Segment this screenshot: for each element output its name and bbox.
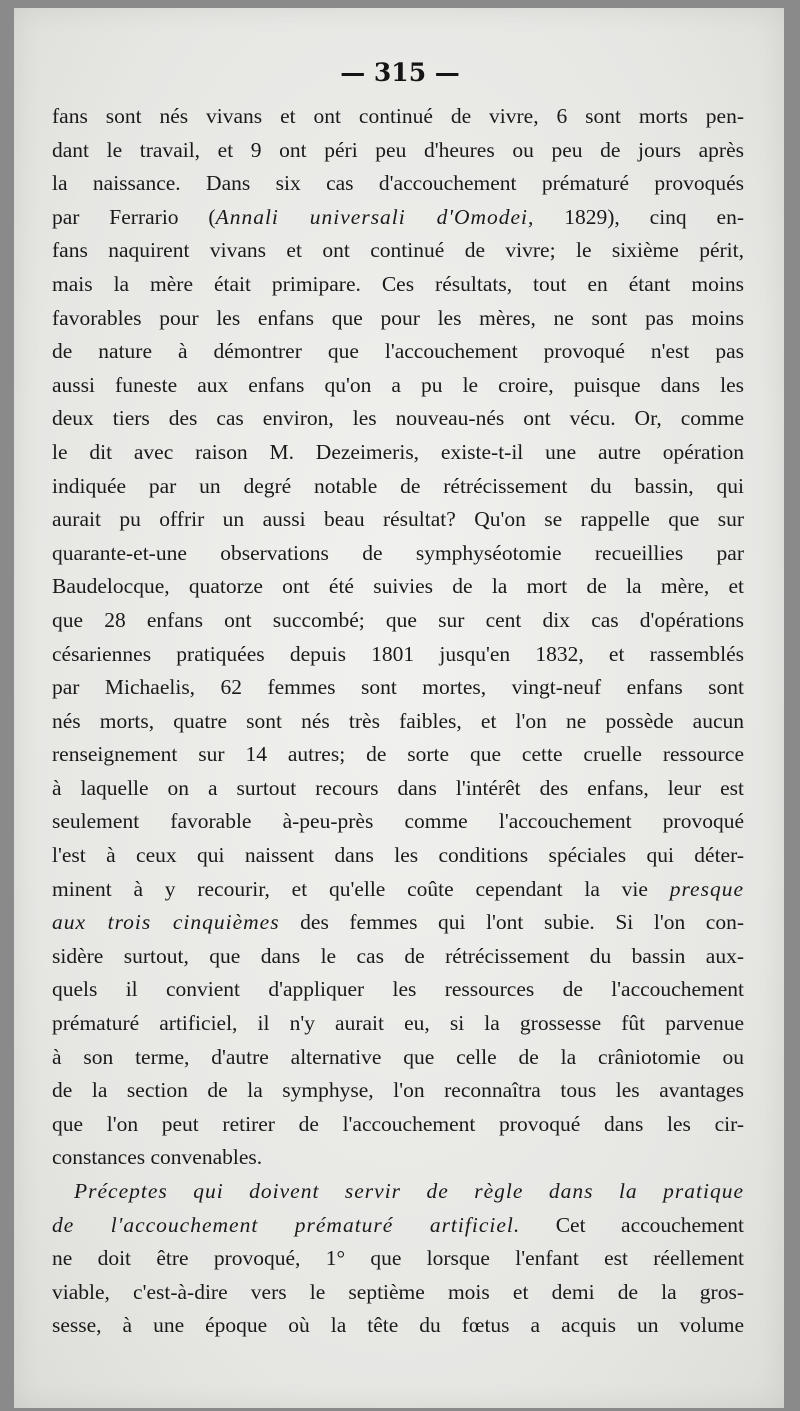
text-line (52, 302, 744, 336)
text-line (52, 705, 744, 739)
text-line (52, 234, 744, 268)
text-run: que 28 enfans ont succombé; que sur cent dix cas d'opérations (52, 607, 744, 632)
text-line (52, 1175, 744, 1209)
text-line (52, 369, 744, 403)
text-run: à son terme, d'autre alternative que celle de la crâniotomie ou (52, 1044, 744, 1069)
text-line (52, 167, 744, 201)
text-run: nés morts, quatre sont nés très faibles, et l'on ne possède aucun (52, 708, 744, 733)
italic-text: aux trois cinquièmes (52, 910, 280, 935)
text-run: indiquée par un degré notable de rétrécissement du bassin, qui (52, 473, 744, 498)
text-line (52, 839, 744, 873)
text-line (52, 873, 744, 907)
italic-text: presque (669, 876, 744, 901)
text-run: aussi funeste aux enfans qu'on a pu le croire, puisque dans les (52, 372, 744, 397)
text-line (52, 100, 744, 134)
text-line (52, 1276, 744, 1310)
text-line (52, 1242, 744, 1276)
text-line (52, 201, 744, 235)
text-run: par Ferrario ( (52, 204, 216, 229)
text-line (52, 537, 744, 571)
text-line (52, 1007, 744, 1041)
italic-text: Préceptes qui doivent servir de règle dans la pratique (74, 1179, 744, 1203)
text-run: fans naquirent vivans et ont continué de vivre; le sixième périt, (52, 238, 744, 263)
text-run: à laquelle on a surtout recours dans l'intérêt des enfans, leur est (52, 775, 744, 800)
text-run: le dit avec raison M. Dezeimeris, existe-t-il une autre opération (52, 439, 744, 464)
text-line (52, 470, 744, 504)
text-line (52, 671, 744, 705)
text-line (52, 570, 744, 604)
text-run: prématuré artificiel, il n'y aurait eu, si la grossesse fût parvenue (52, 1011, 744, 1036)
text-line (52, 1108, 744, 1142)
text-run: ne doit être provoqué, 1° que lorsque l'enfant est réellement (52, 1246, 744, 1271)
text-run: des femmes qui l'ont subie. Si l'on con- (279, 910, 744, 935)
text-line (52, 638, 744, 672)
text-run: Baudelocque, quatorze ont été suivies de la mort de la mère, et (52, 574, 744, 599)
text-line (52, 906, 744, 940)
text-run: par Michaelis, 62 femmes sont mortes, vingt-neuf enfans sont (52, 675, 744, 700)
text-line (52, 503, 744, 537)
text-run: fans sont nés vivans et ont continué de vivre, 6 sont morts pen- (52, 104, 744, 128)
text-run: seulement favorable à-peu-près comme l'accouchement provoqué (52, 809, 744, 834)
text-run: sesse, à une époque où la tête du fœtus a acquis un volume (52, 1313, 744, 1338)
text-run: aurait pu offrir un aussi beau résultat? Qu'on se rappelle que sur (52, 507, 744, 532)
text-run: Cet accouchement (520, 1212, 744, 1237)
text-line (52, 1074, 744, 1108)
text-line (52, 738, 744, 772)
text-run: quarante-et-une observations de symphyséotomie recueillies par (52, 540, 744, 565)
text-line (52, 402, 744, 436)
text-line (52, 134, 744, 168)
text-run: de nature à démontrer que l'accouchement provoqué n'est pas (52, 339, 744, 364)
text-run: minent à y recourir, et qu'elle coûte cependant la vie (52, 876, 670, 901)
text-run: dant le travail, et 9 ont péri peu d'heures ou peu de jours après (52, 137, 744, 162)
text-line (52, 1141, 744, 1175)
text-line (52, 772, 744, 806)
text-line (52, 268, 744, 302)
text-line (52, 1309, 744, 1343)
text-line (52, 604, 744, 638)
text-line (52, 436, 744, 470)
text-run: de la section de la symphyse, l'on reconnaîtra tous les avantages (52, 1078, 744, 1103)
italic-text: de l'accouchement prématuré artificiel. (52, 1212, 521, 1237)
text-line (52, 1209, 744, 1243)
text-run: 1829), cinq en- (534, 204, 744, 229)
text-line (52, 805, 744, 839)
text-run: quels il convient d'appliquer les ressources de l'accouchement (52, 977, 744, 1002)
text-run: que l'on peut retirer de l'accouchement provoqué dans les cir- (52, 1111, 744, 1136)
text-run: renseignement sur 14 autres; de sorte que cette cruelle ressource (52, 742, 744, 767)
body-text (52, 100, 744, 1343)
text-run: favorables pour les enfans que pour les mères, ne sont pas moins (52, 305, 744, 330)
text-run: l'est à ceux qui naissent dans les conditions spéciales qui déter- (52, 843, 744, 868)
text-run: la naissance. Dans six cas d'accouchement prématuré provoqués (52, 171, 744, 196)
text-run: mais la mère était primipare. Ces résultats, tout en étant moins (52, 271, 744, 296)
text-line (52, 940, 744, 974)
text-run: deux tiers des cas environ, les nouveau-nés ont vécu. Or, comme (52, 406, 744, 431)
page-number: — 315 — (340, 58, 460, 87)
text-run: sidère surtout, que dans le cas de rétrécissement du bassin aux- (52, 943, 744, 968)
text-run: constances convenables. (52, 1145, 263, 1170)
text-line (52, 973, 744, 1007)
text-run: césariennes pratiquées depuis 1801 jusqu'en 1832, et rassemblés (52, 641, 744, 666)
text-line (52, 335, 744, 369)
italic-text: Annali universali d'Omodei, (215, 204, 535, 229)
text-line (52, 1041, 744, 1075)
text-run: viable, c'est-à-dire vers le septième mois et demi de la gros- (52, 1279, 744, 1304)
